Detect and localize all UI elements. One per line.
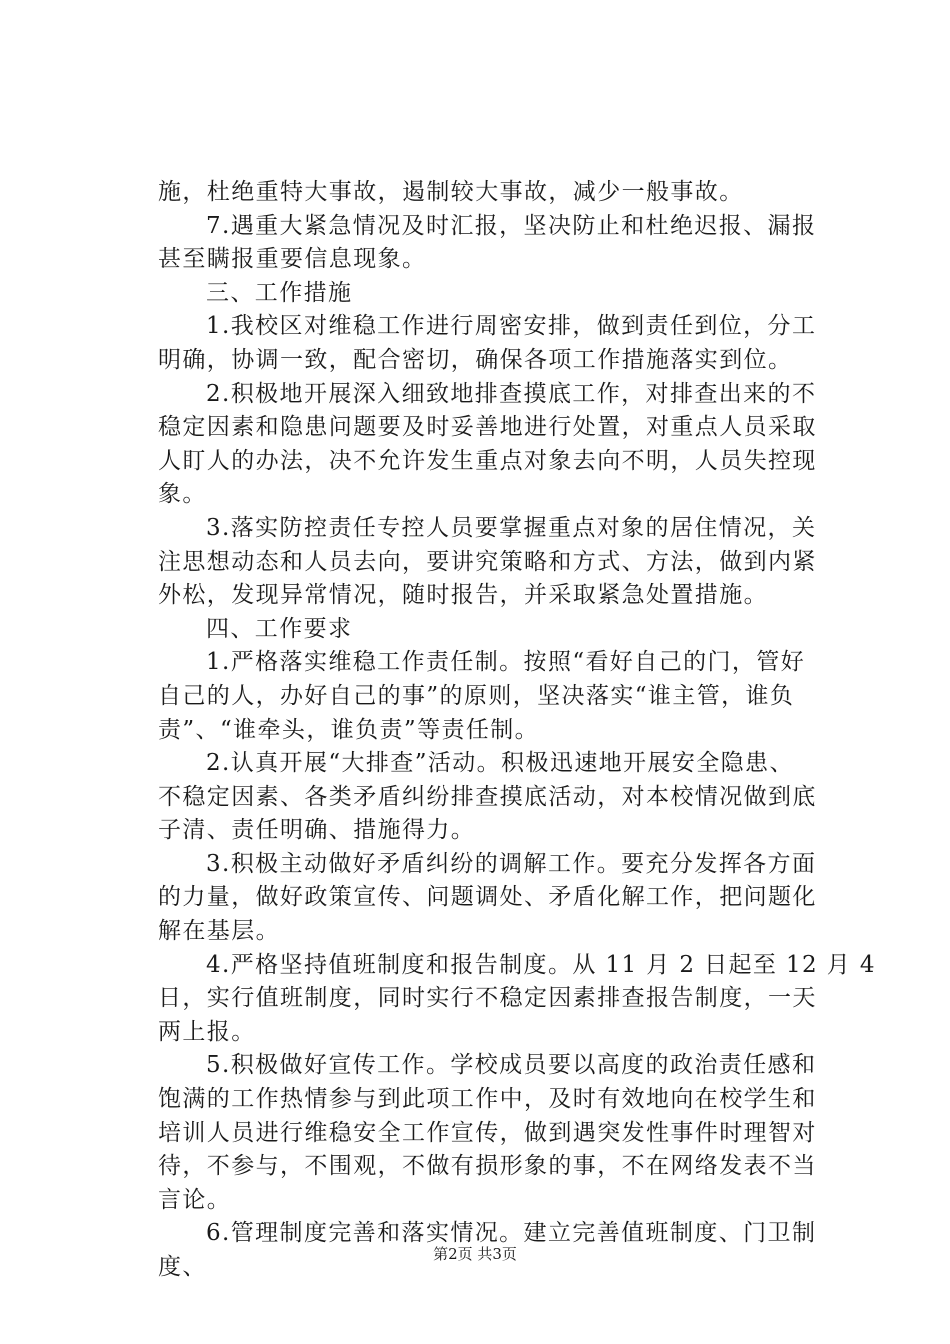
- text-line: 2.积极地开展深入细致地排查摸底工作，对排查出来的不: [206, 380, 817, 407]
- text-line: 不稳定因素、各类矛盾纠纷排查摸底活动，对本校情况做到底: [158, 783, 817, 810]
- text-line: 培训人员进行维稳安全工作宣传，做到遇突发性事件时理智对: [158, 1119, 817, 1146]
- text-line: 1.我校区对维稳工作进行周密安排，做到责任到位，分工: [206, 313, 817, 340]
- text-line: 自己的人，办好自己的事”的原则，坚决落实“谁主管，谁负: [158, 682, 795, 709]
- text-line: 象。: [158, 481, 207, 508]
- text-line: 外松，发现异常情况，随时报告，并采取紧急处置措施。: [158, 582, 768, 609]
- text-line: 稳定因素和隐患问题要及时妥善地进行处置，对重点人员采取: [158, 414, 817, 441]
- text-line: 四、工作要求: [206, 615, 353, 642]
- text-line: 三、工作措施: [206, 279, 353, 306]
- document-body: [158, 176, 876, 1285]
- text-line: 注思想动态和人员去向，要讲究策略和方式、方法，做到内紧: [158, 548, 817, 575]
- text-line: 3.落实防控责任专控人员要掌握重点对象的居住情况，关: [206, 514, 817, 541]
- text-line: 6.管理制度完善和落实情况。建立完善值班制度、门卫制: [206, 1220, 817, 1247]
- text-line: 的力量，做好政策宣传、问题调处、矛盾化解工作，把问题化: [158, 884, 817, 911]
- text-line: 责”、“谁牵头，谁负责”等责任制。: [158, 716, 540, 743]
- text-line: 2.认真开展“大排查”活动。积极迅速地开展安全隐患、: [206, 750, 794, 777]
- text-line: 1.严格落实维稳工作责任制。按照“看好自己的门，管好: [206, 649, 806, 676]
- text-line: 言论。: [158, 1186, 232, 1213]
- text-line: 3.积极主动做好矛盾纠纷的调解工作。要充分发挥各方面: [206, 850, 817, 877]
- text-line: 4.严格坚持值班制度和报告制度。从 11 月 2 日起至 12 月 4: [206, 951, 876, 978]
- text-line: 饱满的工作热情参与到此项工作中，及时有效地向在校学生和: [158, 1086, 817, 1113]
- text-line: 5.积极做好宣传工作。学校成员要以高度的政治责任感和: [206, 1052, 817, 1079]
- page-footer: 第2页 共3页: [433, 1245, 517, 1263]
- text-line: 施，杜绝重特大事故，遏制较大事故，减少一般事故。: [158, 179, 744, 205]
- text-line: 待，不参与，不围观，不做有损形象的事，不在网络发表不当: [158, 1153, 817, 1180]
- text-line: 人盯人的办法，决不允许发生重点对象去向不明，人员失控现: [158, 447, 817, 474]
- text-line: 7.遇重大紧急情况及时汇报，坚决防止和杜绝迟报、漏报: [206, 212, 817, 239]
- text-line: 度、: [158, 1254, 207, 1280]
- text-line: 两上报。: [158, 1018, 256, 1045]
- text-line: 明确，协调一致，配合密切，确保各项工作措施落实到位。: [158, 346, 793, 373]
- text-line: 日，实行值班制度，同时实行不稳定因素排查报告制度，一天: [158, 985, 817, 1012]
- text-line: 甚至瞒报重要信息现象。: [158, 246, 427, 273]
- text-line: 解在基层。: [158, 918, 280, 945]
- text-line: 子清、责任明确、措施得力。: [158, 817, 476, 844]
